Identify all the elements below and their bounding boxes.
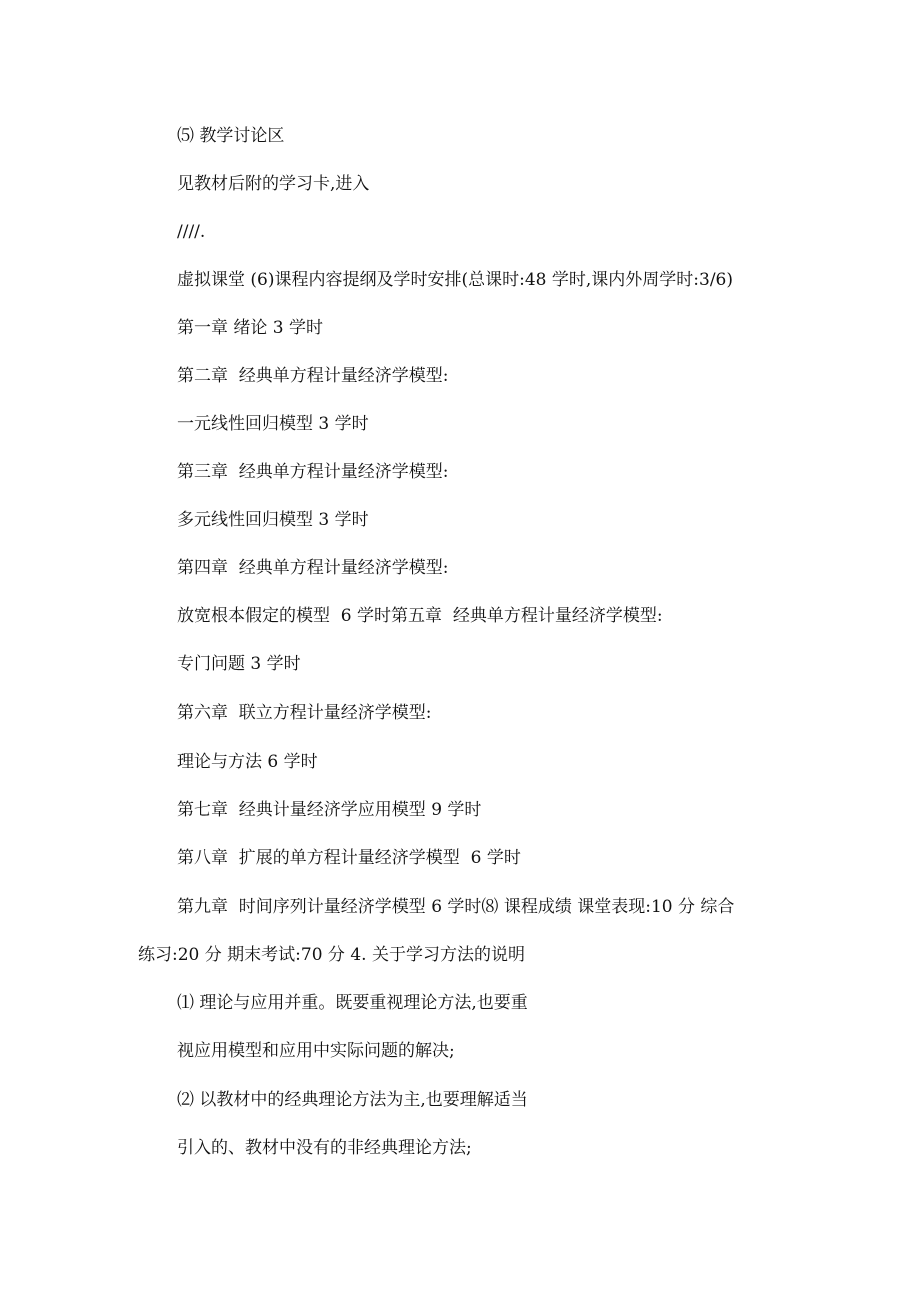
text-line: 一元线性回归模型 3 学时	[177, 414, 369, 434]
text-line: 视应用模型和应用中实际问题的解决;	[177, 1041, 455, 1061]
text-line: 第三章 经典单方程计量经济学模型:	[177, 462, 449, 482]
text-line: 第四章 经典单方程计量经济学模型:	[177, 558, 449, 578]
text-line: 第八章 扩展的单方程计量经济学模型 6 学时	[177, 848, 521, 868]
text-line: 见教材后附的学习卡,进入	[177, 174, 370, 194]
text-line: 虚拟课堂 (6)课程内容提纲及学时安排(总课时:48 学时,课内外周学时:3/6)	[177, 270, 734, 290]
text-line: 第六章 联立方程计量经济学模型:	[177, 703, 432, 723]
text-line: 放宽根本假定的模型 6 学时第五章 经典单方程计量经济学模型:	[177, 606, 663, 626]
text-line: 练习:20 分 期末考试:70 分 4. 关于学习方法的说明	[138, 945, 525, 965]
text-line: 第一章 绪论 3 学时	[177, 318, 324, 338]
text-line: 多元线性回归模型 3 学时	[177, 510, 369, 530]
text-line: ⑴ 理论与应用并重。既要重视理论方法,也要重	[177, 993, 528, 1013]
text-line: 第九章 时间序列计量经济学模型 6 学时⑻ 课程成绩 课堂表现:10 分 综合	[177, 897, 735, 917]
text-line: 第七章 经典计量经济学应用模型 9 学时	[177, 800, 482, 820]
text-line: ////.	[177, 222, 206, 242]
text-line: 第二章 经典单方程计量经济学模型:	[177, 366, 449, 386]
text-line: 专门问题 3 学时	[177, 654, 301, 674]
text-line: 引入的、教材中没有的非经典理论方法;	[177, 1138, 472, 1158]
text-line: ⑸ 教学讨论区	[177, 126, 285, 146]
text-line: ⑵ 以教材中的经典理论方法为主,也要理解适当	[177, 1090, 528, 1110]
text-line: 理论与方法 6 学时	[177, 752, 318, 772]
